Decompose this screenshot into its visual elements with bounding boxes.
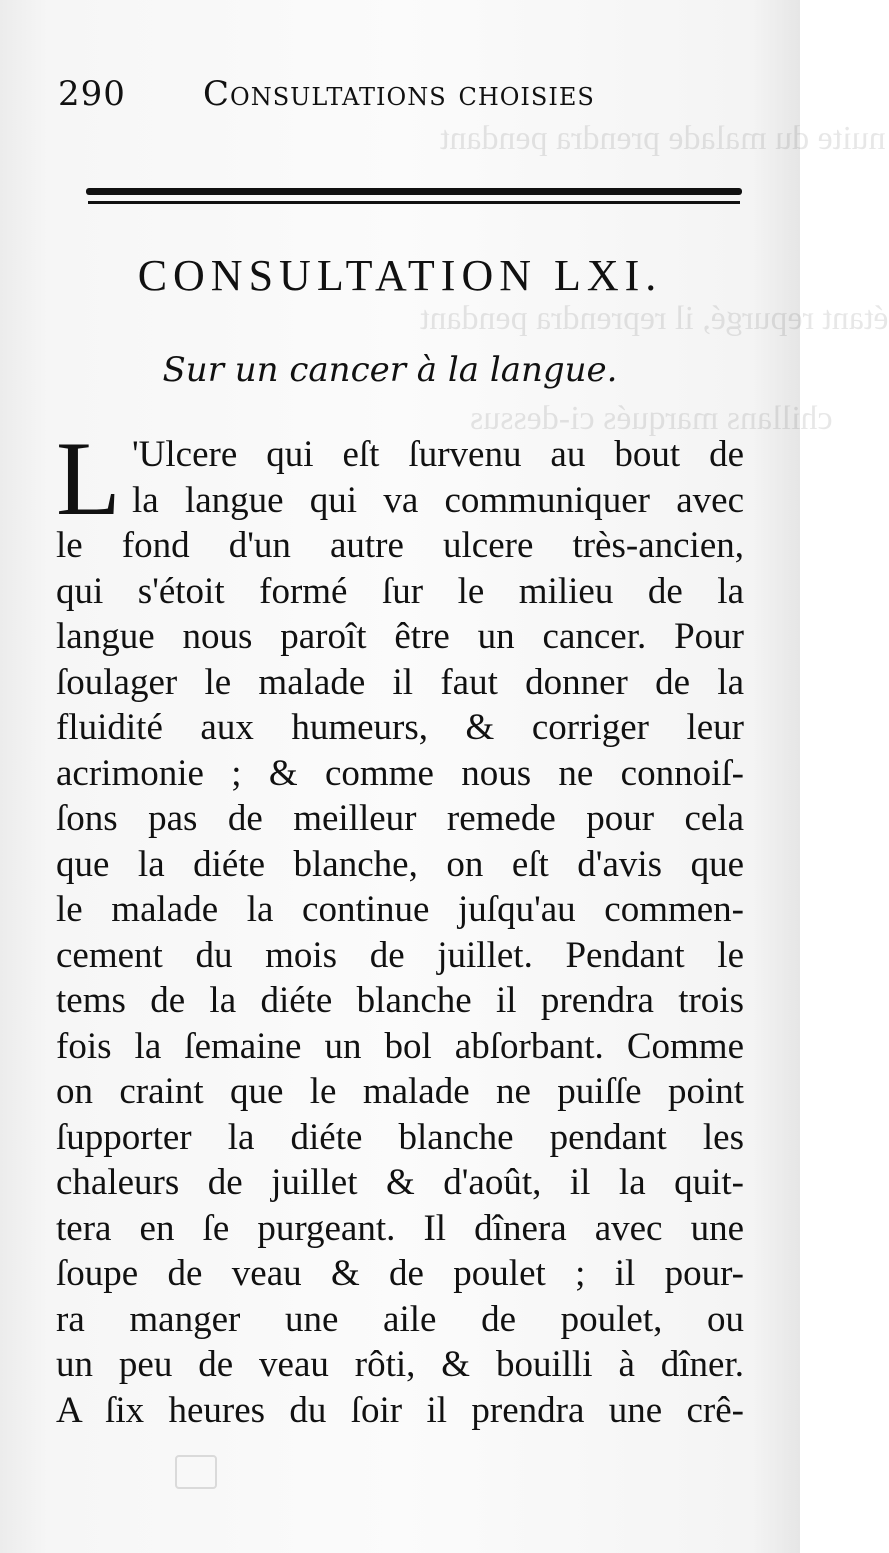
running-head: Consultations choisies (203, 74, 595, 114)
text-line: le malade la continue juſqu'au commen- (56, 889, 744, 930)
text-line: chaleurs de juillet & d'août, il la quit- (56, 1162, 744, 1203)
text-line: ra manger une aile de poulet, ou (56, 1298, 744, 1340)
text-line: A ſix heures du ſoir il prendra une crê- (56, 1389, 744, 1431)
text-line: 'Ulcere qui eſt ſurvenu au bout de (132, 434, 744, 475)
text-line: on craint que le malade ne puiſſe point (56, 1071, 744, 1112)
text-line: tera en ſe purgeant. Il dînera avec une (56, 1207, 744, 1249)
drop-cap: L (56, 420, 121, 537)
consultation-title: CONSULTATION LXI. (137, 251, 663, 300)
text-line: que la diéte blanche, on eſt d'avis que (56, 843, 744, 885)
consultation-subtitle: Sur un cancer à la langue. (162, 350, 618, 390)
text-line: acrimonie ; & comme nous ne connoiſ- (56, 752, 744, 794)
text-line: ſoulager le malade il faut donner de la (56, 661, 744, 703)
show-through-text: nuite du malade prendra pendant (440, 120, 886, 157)
show-through-text: étant repurgé, il reprendra pendant (420, 300, 889, 337)
text-line: un peu de veau rôti, & bouilli à dîner. (56, 1344, 744, 1385)
ink-smudge (175, 1455, 217, 1489)
text-line: le fond d'un autre ulcere très-ancien, (56, 525, 744, 566)
text-line: ſupporter la diéte blanche pendant les (56, 1116, 744, 1158)
header-rule (86, 188, 742, 195)
text-line: langue nous paroît être un cancer. Pour (56, 616, 744, 657)
text-line: qui s'étoit formé ſur le milieu de la (56, 570, 744, 612)
show-through-text: chillans marqués ci-dessus (470, 400, 833, 437)
text-line: fois la ſemaine un bol abſorbant. Comme (56, 1025, 744, 1067)
page-number: 290 (58, 74, 126, 114)
text-line: ſons pas de meilleur remede pour cela (56, 798, 744, 839)
header-rule-thin (88, 201, 740, 204)
page-header (58, 70, 758, 120)
text-line: cement du mois de juillet. Pendant le (56, 934, 744, 976)
text-line: tems de la diéte blanche il prendra trois (56, 980, 744, 1021)
text-line: ſoupe de veau & de poulet ; il pour- (56, 1253, 744, 1294)
body-text (56, 420, 744, 1433)
text-line: fluidité aux humeurs, & corriger leur (56, 707, 744, 748)
text-line: la langue qui va communiquer avec (132, 479, 744, 521)
